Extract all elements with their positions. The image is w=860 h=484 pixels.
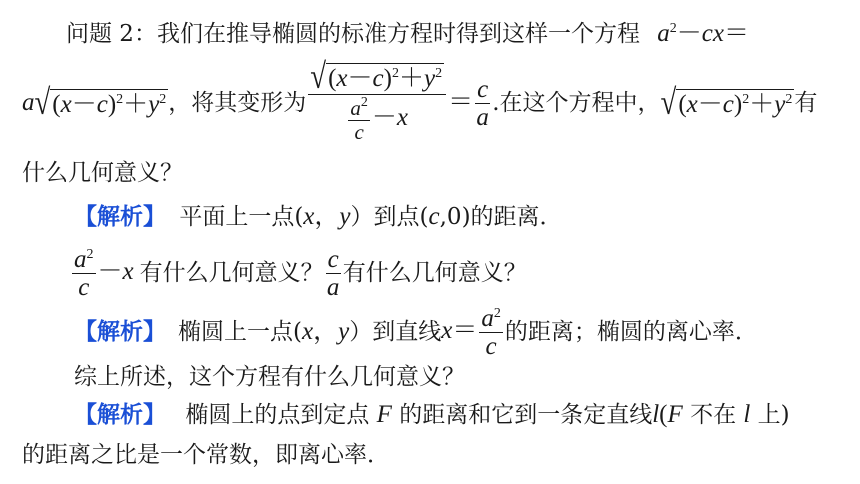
question-text: 我们在推导椭圆的标准方程时得到这样一个方程	[156, 21, 640, 47]
answer2-text-c: 的距离；椭圆的离心率．	[504, 319, 758, 345]
transformed-equation: √ $(x-c)^2+y^2$ $\frac{a^2}{c}$ －x ＝ $\frac{c}{a}$	[310, 57, 489, 144]
question-line-1	[66, 14, 749, 49]
summary-question: 综上所述，这个方程有什么几何意义？	[74, 364, 465, 390]
answer3-text-b: 的距离和它到一条定直线	[399, 402, 653, 428]
answer3-conclusion: 的距离之比是一个常数，即离心率．	[22, 442, 390, 468]
in-equation-text: .在这个方程中，	[492, 90, 661, 116]
question-label: 问题 2：	[66, 21, 157, 47]
fraction-c-over-a: $\frac{c}{a}$	[326, 245, 340, 301]
answer3-text-a: 椭圆上的点到定点	[185, 402, 370, 428]
question-line-5	[74, 362, 465, 392]
answer-line-4	[22, 440, 390, 470]
question-line-4	[70, 242, 527, 304]
equation-start: $a^2-cx=$	[657, 20, 749, 47]
answer2-text-b: ）到直线	[349, 319, 442, 345]
equation-rhs: a √ $(x-c)^2+y^2$	[22, 83, 167, 124]
answer-text-a: 平面上一点(	[179, 204, 304, 230]
has-text: 有	[794, 90, 818, 116]
answer3-text-c: 不在	[690, 402, 737, 428]
analysis-tag-2: 【解析】	[74, 318, 166, 345]
meaning-question-2: 有什么几何意义？	[139, 260, 324, 286]
answer-line-1: 【解析】 平面上一点(x，y）到点(c,0)的距离．	[74, 203, 563, 230]
answer2-text-a: 椭圆上一点(	[178, 319, 302, 345]
answer-line-3: 【解析】 椭圆上的点到定点 F 的距离和它到一条定直线l(F 不在 l 上)	[74, 401, 790, 428]
answer3-text-d: 上)	[757, 402, 790, 428]
question-line-2	[22, 57, 818, 144]
fraction-a2-over-c: $\frac{a^2}{c}$ －x	[74, 245, 134, 301]
answer-text-b: ）到点(	[350, 204, 429, 230]
meaning-question: 什么几何意义？	[22, 160, 183, 186]
transform-text: ，将其变形为	[168, 90, 307, 116]
directrix-equation: x＝ $\frac{a^2}{c}$	[441, 304, 501, 360]
analysis-tag-3: 【解析】	[74, 401, 166, 428]
sqrt-expression: √ $(x-c)^2+y^2$	[660, 83, 793, 124]
analysis-tag: 【解析】	[74, 203, 166, 230]
answer-line-2: 【解析】 椭圆上一点( x，y ）到直线 x＝ $\frac{a^2}{c}$ 的距离；椭圆的离心率．	[74, 304, 758, 360]
question-line-3	[22, 158, 183, 188]
answer-text-c: ,0)的距离．	[439, 204, 563, 230]
meaning-question-3: 有什么几何意义？	[342, 260, 527, 286]
